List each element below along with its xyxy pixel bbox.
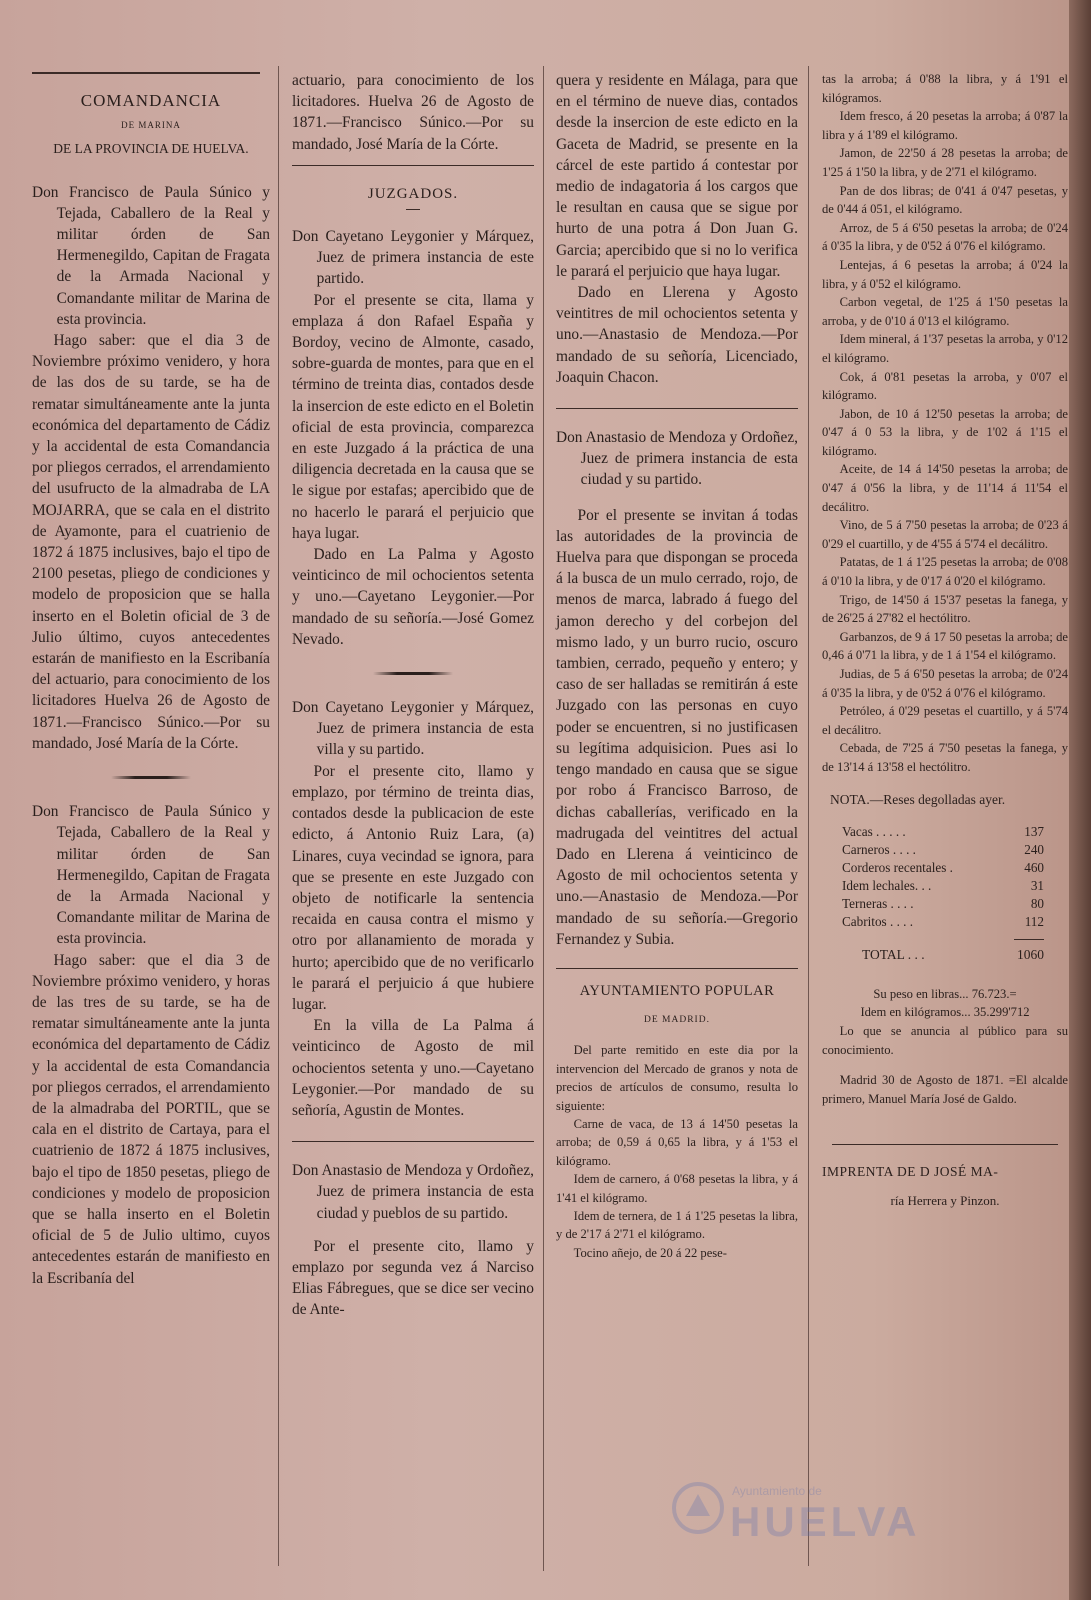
peso-kilogramos: Idem en kilógramos... 35.299'712 [860,1005,1030,1020]
price-item: Carne de vaca, de 13 á 14'50 pesetas la arroba; de 0,59 á 0,65 la libra, y á 1'53 el kilógramo. [556,1116,798,1168]
archive-watermark [670,1480,1010,1550]
notice-continuation: quera y residente en Málaga, para que en el término de nueve dias, contados desde la insercion de este edicto en la Gaceta de Madrid, se presente en la cárcel de este partido á contestar por medio de indagatoria á los cargos que le resultan en causa que se sigue por hurto de una potra á Don Juan G. Garcia; apercibido que si no lo verifica le parará el perjuicio que haya lugar. [556,72,798,280]
notice-body: Por el presente se cita, llama y emplaza á don Rafael España y Bordoy, vecino de Almonte, casado, sobre-guarda de montes, para que en el término de treinta dias, contados desde la insercion de este edicto en el Boletin oficial de esta provincia, comparezca en este Juzgado á la práctica de una diligencia decretada en la causa que se le sigue por estafas; apercibido que de no hacerlo le parará el perjuicio que haya lugar. [292,291,534,542]
notice-continuation: actuario, para conocimiento de los licitadores. Huelva 26 de Agosto de 1871.—Francisco Súnico.—Por su mandado, José María de la Córte. [292,72,534,153]
price-item: tas la arroba; á 0'88 la libra, y á 1'91 el kilógramos. [822,72,1068,105]
reses-label: Corderos recentales . [842,860,953,876]
reses-row [822,841,1068,859]
column-divider [278,66,279,1566]
column-4 [822,70,1068,1211]
juzgados-title: JUZGADOS. [367,185,459,202]
column-1 [32,70,270,1289]
reses-row [822,895,1068,913]
firma-text: Madrid 30 de Agosto de 1871. =El alcalde primero, Manuel María José de Galdo. [822,1073,1068,1106]
comandancia-title: COMANDANCIA [80,91,222,110]
notice-intro: Don Francisco de Paula Súnico y Tejada, Caballero de la Real y militar órden de San Hermenegildo, Capitan de Fragata de la Armada Nacional y Comandante militar de Marina de esta provincia. [32,803,270,948]
ayuntamiento-title: AYUNTAMIENTO POPULAR [579,982,775,999]
notice-intro: Don Cayetano Leygonier y Márquez, Juez de primera instancia de este partido. [292,228,534,288]
imprenta-line-2: ría Herrera y Pinzon. [890,1192,1000,1208]
comandancia-subtitle: DE LA PROVINCIA DE HUELVA. [53,141,249,157]
separator [111,776,191,779]
column-2 [292,70,534,1321]
reses-label: Idem lechales. . . [842,878,932,894]
reses-row [822,859,1068,877]
notice-body: Por el presente se invitan á todas las autoridades de la provincia de Huelva para que dispongan se proceda á la busca de un mulo cerrado, rojo, de menos de marca, labrado á fuego del jamon derecho y del corbejon del mismo lado, y un burro rucio, oscuro tambien, cerrado, pequeño y entero; y caso de ser halladas se remitirán á este Juzgado con las personas en cuyo poder se encuentren, si no justificasen su legítima adquisicion. Pues asi lo tengo mandado en causa que se sigue por robo á Francisco Barroso, de dichas caballerías, verificado en la madrugada del veintitres del actual Dado en Llerena á veinticinco de Agosto de mil ochocientos setenta y uno.—Anastasio de Mendoza.—Por mandado de su señoría.—Gregorio Fernandez y Subia. [556,506,798,948]
peso-libras: Su peso en libras... 76.723.= [873,986,1017,1001]
price-item: Petróleo, á 0'29 pesetas el cuartillo, y á 5'74 el decálitro. [822,704,1068,737]
price-item: Idem de ternera, de 1 á 1'25 pesetas la libra, y de 2'17 á 2'71 el kilógramo. [556,1208,798,1242]
nota-heading: NOTA.—Reses degolladas ayer. [830,791,1006,807]
price-item: Patatas, de 1 á 1'25 pesetas la arroba; de 0'08 á 0'10 la libra, y de 0'17 á 0'20 el kilógramo. [822,555,1068,589]
section-rule [832,1144,1058,1145]
crest-icon [670,1480,726,1536]
notice-body: Hago saber: que el dia 3 de Noviembre próximo venidero, y horas de las tres de su tarde, se ha de rematar simultáneamente ante la junta económica del departamento de Cádiz y la accidental de esta Comandancia por pliegos cerrados, el arrendamiento de la almadraba del PORTIL, que se cala en el distrito de Cartaya, para el cuatrienio de 1872 á 1875 inclusives, bajo el tipo de 1850 pesetas, pliego de condiciones y modelo de proposicion que se halla inserto en el Boletin oficial de 5 de Julio ultimo, cuyos antecedentes estarán de manifiesto en la Escribanía del [32,951,270,1287]
reses-row [822,913,1068,931]
price-item: Judias, de 5 á 6'50 pesetas la arroba; de 0'24 á 0'35 la libra, y de 0'52 á 0'76 el kilógramo. [822,667,1068,700]
separator [373,672,453,675]
total-rule [1014,939,1044,940]
column-divider [543,66,544,1571]
notice-intro: Don Anastasio de Mendoza y Ordoñez, Juez de primera instancia de esta ciudad y pueblos de su partido. [292,1162,534,1222]
reses-value: 460 [1024,860,1044,876]
notice-body: Por el presente cito, llamo y emplazo por segunda vez á Narciso Elias Fábregues, que se dice ser vecino de Ante- [292,1237,534,1319]
reses-label: Vacas . . . . . [842,824,906,840]
reses-label: Cabritos . . . . [842,914,914,930]
price-item: Vino, de 5 á 7'50 pesetas la arroba; de 0'23 á 0'29 el cuartillo, y de 4'55 á 5'74 el decálitro. [822,518,1068,551]
price-item: Jamon, de 22'50 á 28 pesetas la arroba; de 1'25 á 1'50 la libra, y de 2'71 el kilógramo. [822,146,1068,179]
comandancia-small: DE MARINA [121,120,181,131]
reses-label: Carneros . . . . [842,842,916,858]
imprenta-line-1: IMPRENTA DE D JOSÉ MA- [822,1164,999,1180]
notice-body: Por el presente cito, llamo y emplazo, por término de treinta dias, contados desde la publicacion de este edicto, á Antonio Ruiz Lara, (a) Linares, cuya vecindad se ignora, para que se presente en este Juzgado con objeto de notificarle la sentencia recaida en causa contra el mismo y otro por allanamiento de morada y hurto; apercibido que de no verificarlo le parará el perjuicio á que hubiere lugar. [292,762,534,1013]
watermark-small: Ayuntamiento de [732,1484,822,1498]
reses-row [822,877,1068,895]
price-item: Garbanzos, de 9 á 17 50 pesetas la arroba; de 0,46 á 0'71 la libra, y de 1 á 1'54 el kilógramo. [822,629,1068,663]
watermark-text: HUELVA [730,1498,921,1545]
notice-close: En la villa de La Palma á veinticinco de Agosto de mil ochocientos setenta y uno.—Cayetano Leygonier.—Por mandado de su señoría, Agustin de Montes. [292,1017,534,1119]
section-rule [292,1141,534,1142]
price-item: Trigo, de 14'50 á 15'37 pesetas la fanega, y de 26'25 á 27'82 el hectólitro. [822,592,1068,626]
price-item: Pan de dos libras; de 0'41 á 0'47 pesetas, y de 0'44 á 051, el kilógramo. [822,183,1068,217]
reses-value: 80 [1030,896,1044,912]
notice-body: Hago saber: que el dia 3 de Noviembre próximo venidero, y hora de las dos de su tarde, se ha de rematar simultáneamente ante la junta económica del departamento de Cádiz y la accidental de esta Comandancia por pliegos cerrados, el arrendamiento del usufructo de la almadraba de LA MOJARRA, que se cala en el distrito de Ayamonte, para el cuatrienio de 1872 á 1875 inclusives, bajo el tipo de 2100 pesetas, pliego de condiciones y modelo de proposicion que se halla inserto en el Boletin oficial de 3 de Julio último, cuyos antecedentes estarán de manifiesto en la Escribanía del actuario, para conocimiento de los licitadores Huelva 26 de Agosto de 1871.—Francisco Súnico.—Por su mandado, José María de la Córte. [32,332,270,752]
price-item: Cok, á 0'81 pesetas la arroba, y 0'07 el kilógramo. [822,369,1068,403]
notice-close: Dado en La Palma y Agosto veinticinco de mil ochocientos setenta y uno.—Cayetano Leygonier.—Por mandado de su señoría.—José Gomez Nevado. [292,546,534,648]
page-edge [1069,0,1091,1600]
reses-value: 240 [1024,842,1044,858]
total-row [822,946,1068,965]
notice-close: Dado en Llerena y Agosto veintitres de mil ochocientos setenta y uno.—Anastasio de Mendoza.—Por mandado de su señoría, Licenciado, Joaquin Chacon. [556,284,798,386]
price-item: Aceite, de 14 á 14'50 pesetas la arroba; de 0'47 á 0'56 la libra, y de 11'14 á 11'54 el decálitro. [822,462,1068,514]
section-rule [556,408,798,409]
price-item: Carbon vegetal, de 1'25 á 1'50 pesetas la arroba, y de 0'10 á 0'13 el kilógramo. [822,295,1068,328]
price-item: Cebada, de 7'25 á 7'50 pesetas la fanega, y de 13'14 á 13'58 el hectólitro. [822,741,1068,774]
notice-intro: Don Cayetano Leygonier y Márquez, Juez de primera instancia de esta villa y su partido. [292,699,534,759]
total-label: TOTAL . . . [862,947,925,963]
price-item: Idem fresco, á 20 pesetas la arroba; á 0'87 la libra y á 1'89 el kilógramo. [822,109,1068,142]
notice-intro: Don Francisco de Paula Súnico y Tejada, Caballero de la Real y militar órden de San Hermenegildo, Capitan de Fragata de la Armada Nacional y Comandante militar de Marina de esta provincia. [32,183,270,328]
price-item: Arroz, de 5 á 6'50 pesetas la arroba; de 0'24 á 0'35 la libra, y de 0'52 á 0'76 el kilógramo. [822,220,1068,254]
reses-value: 112 [1024,914,1044,930]
section-rule [556,968,798,969]
reses-row [822,823,1068,841]
section-rule [292,165,534,166]
price-item: Lentejas, á 6 pesetas la arroba; á 0'24 la libra, y á 0'52 el kilógramo. [822,257,1068,291]
price-item: Idem mineral, á 1'37 pesetas la arroba, y 0'12 el kilógramo. [822,332,1068,365]
title-dash [406,209,420,210]
anuncio-text: Lo que se anuncia al público para su conocimiento. [822,1023,1068,1057]
price-item: Idem de carnero, á 0'68 pesetas la libra, y á 1'41 el kilógramo. [556,1172,798,1205]
column-3 [556,70,798,1262]
notice-intro: Don Anastasio de Mendoza y Ordoñez, Juez de primera instancia de esta ciudad y su partido. [556,429,798,489]
column-divider [808,66,809,1566]
price-item: Tocino añejo, de 20 á 22 pese- [573,1245,727,1260]
ayuntamiento-subtitle: DE MADRID. [644,1015,710,1026]
reses-label: Terneras . . . . [842,896,914,912]
price-item: Jabon, de 10 á 12'50 pesetas la arroba; de 0'47 á 0 53 la libra, y de 1'02 á 1'15 el kilógramo. [822,406,1068,458]
total-value: 1060 [1017,947,1044,963]
report-intro: Del parte remitido en este dia por la intervencion del Mercado de granos y nota de precios de artículos de consumo, resulta lo siguiente: [556,1043,798,1113]
reses-value: 31 [1030,878,1044,894]
reses-value: 137 [1024,824,1044,840]
